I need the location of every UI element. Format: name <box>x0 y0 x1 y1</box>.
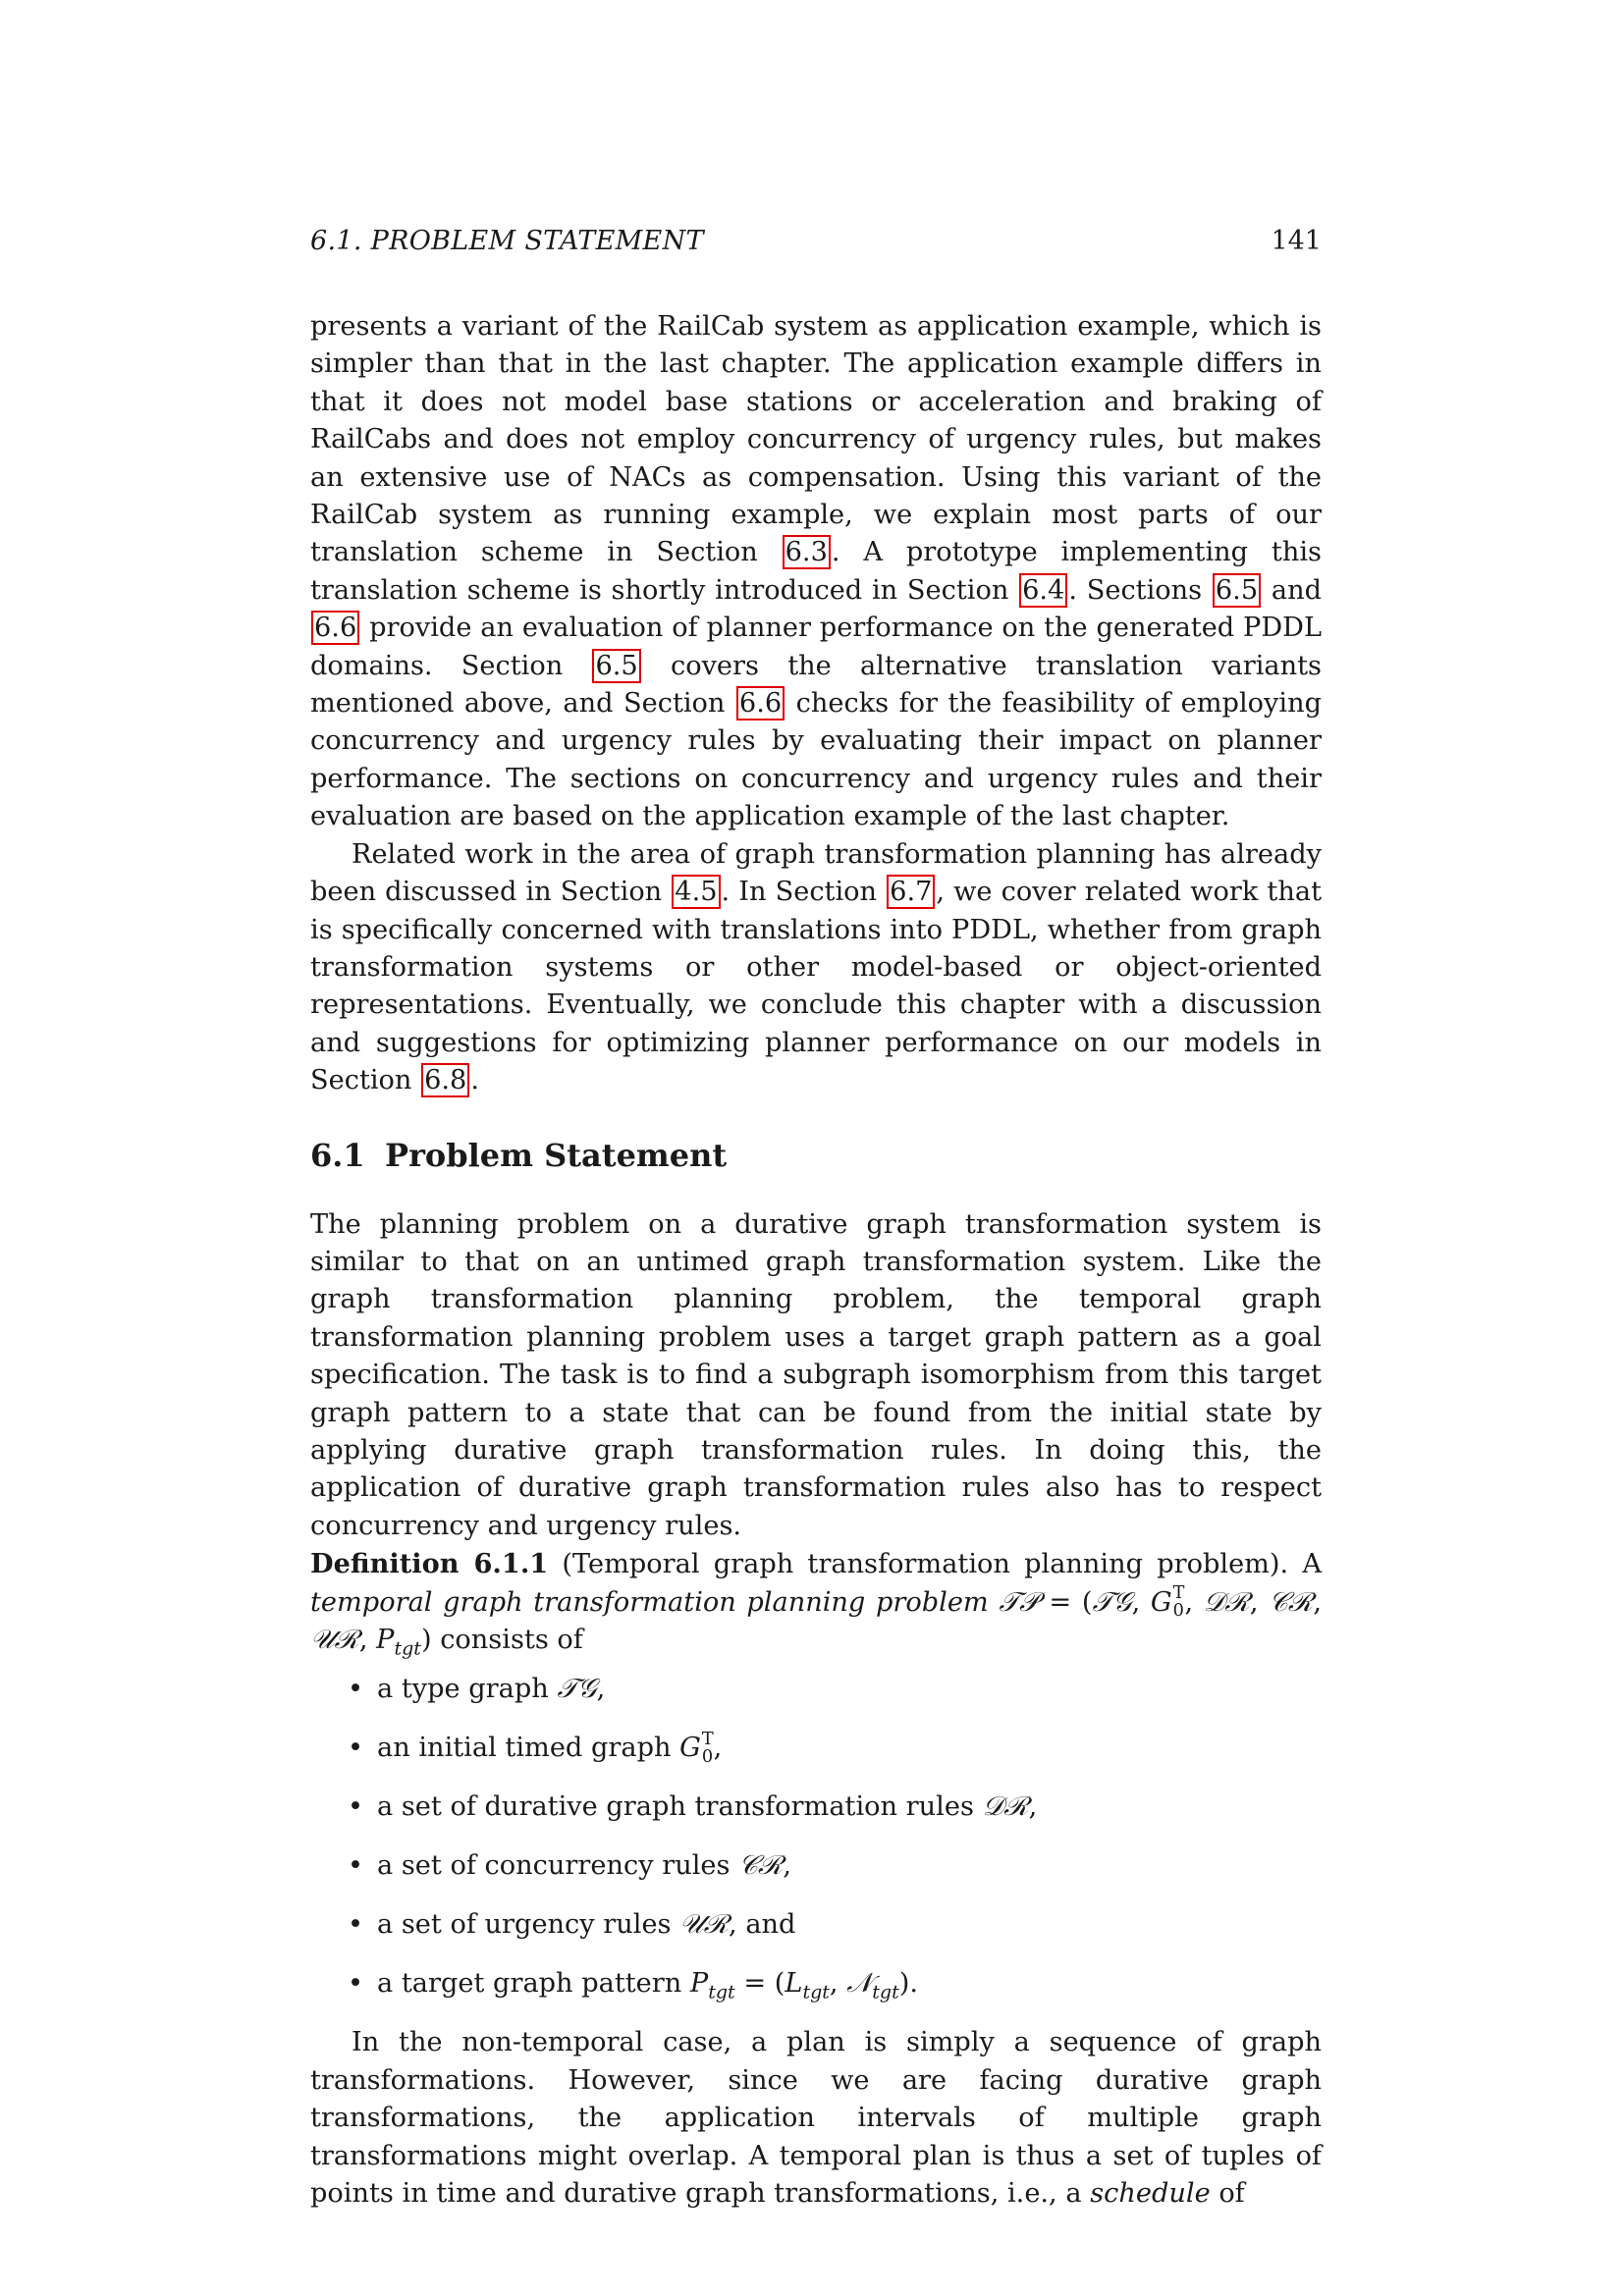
definition-list <box>310 1671 1322 2002</box>
bullet-icon: • <box>348 1968 364 2000</box>
bullet-icon: • <box>348 1733 364 1764</box>
text-run: , we cover related work that is specifically concerned with translations into PDDL, whether from graph transformation systems or other model-based or object-oriented representations. Eventually, we conclude this chapter with a discussion and suggestions for optimizing planner performance on our models in Section <box>310 877 1322 1096</box>
text-run: an initial timed graph <box>377 1733 680 1764</box>
math-dr: 𝒟ℛ <box>982 1791 1029 1823</box>
text-run: , <box>713 1733 723 1764</box>
math-p: P <box>376 1625 395 1655</box>
closing-paragraph <box>310 2024 1322 2213</box>
text-run: a type graph <box>377 1674 558 1705</box>
text-run: , <box>1028 1791 1038 1823</box>
math-eq: = ( <box>1038 1586 1093 1618</box>
math-sub: 0 <box>1172 1601 1184 1622</box>
math-sup: T <box>1172 1583 1185 1604</box>
math-cr: 𝒞ℛ <box>1269 1586 1314 1618</box>
page-body <box>310 308 1322 2213</box>
intro-paragraph-1 <box>310 308 1322 836</box>
text-run: . Sections <box>1068 574 1212 606</box>
section-link-6-5-second[interactable]: 6.5 <box>592 649 640 683</box>
section-link-4-5[interactable]: 4.5 <box>672 875 720 909</box>
math-sub-tgt: tgt <box>394 1637 421 1660</box>
page-number: 141 <box>1271 226 1322 256</box>
text-run: consists of <box>431 1625 583 1655</box>
bullet-icon: • <box>348 1674 364 1705</box>
text-run: , <box>596 1674 606 1705</box>
emphasis-schedule: schedule <box>1090 2178 1211 2210</box>
math-eq: = ( <box>734 1968 785 2000</box>
list-item <box>348 1906 1322 1944</box>
math-sub-tgt: tgt <box>708 1981 735 2003</box>
math-tg: 𝒯𝒢 <box>557 1674 597 1705</box>
math-g: G <box>1150 1586 1172 1618</box>
text-run: A <box>1288 1549 1322 1580</box>
page-header <box>310 222 1322 261</box>
text-run: presents a variant of the RailCab system as application example, which is simpler than that in the last chapter. The application example differs in that it does not model base stations or acceleration and braking of RailCabs and does not employ concurrency of urgency rules, but makes an extensive use of NACs as compensation. Using this variant of the RailCab system as running example, we explain most parts of our translation scheme in Section <box>310 311 1322 568</box>
definition-block: Definition 6.1.1 (Temporal graph transformation planning problem). A temporal graph transformation planning problem 𝒯𝒫 = (𝒯𝒢, G T 0 , 𝒟ℛ, 𝒞ℛ, 𝒰ℛ, $P_{tgt}$) consists of <box>310 1548 1322 1660</box>
text-run: Related work in the area of graph transformation planning has already been discussed in Section <box>310 838 1322 908</box>
math-g-scripts <box>1173 1585 1185 1620</box>
math-cr: 𝒞ℛ <box>738 1850 784 1882</box>
text-run: . <box>470 1065 479 1096</box>
math-dr: 𝒟ℛ <box>1203 1586 1250 1618</box>
text-run: . In Section <box>721 877 887 908</box>
list-item <box>348 1789 1322 1826</box>
problem-paragraph: The planning problem on a durative graph transformation system is similar to that on an untimed graph transformation system. Like the graph transformation planning problem, the temporal graph transformation planning problem uses a target graph pattern as a goal specification. The task is to find a subgraph isomorphism from this target graph pattern to a state that can be found from the initial state by applying durative graph transformation rules. In doing this, the application of durative graph transformation rules also has to respect concurrency and urgency rules. <box>310 1208 1322 1541</box>
math-p: P <box>689 1968 709 2000</box>
text-run: a target graph pattern <box>377 1968 690 2000</box>
section-link-6-8[interactable]: 6.8 <box>421 1063 469 1097</box>
math-sup: T <box>701 1730 714 1750</box>
math-sub-tgt: tgt <box>872 1981 899 2003</box>
text-run: ). <box>898 1968 918 2000</box>
list-item <box>348 1730 1322 1767</box>
math-sub: 0 <box>701 1746 714 1767</box>
running-title: 6.1. PROBLEM STATEMENT <box>310 226 704 256</box>
text-run: a set of urgency rules <box>377 1909 680 1941</box>
bullet-icon: • <box>348 1909 364 1941</box>
section-link-6-4[interactable]: 6.4 <box>1019 573 1067 608</box>
math-ur: 𝒰ℛ <box>310 1625 359 1655</box>
bullet-icon: • <box>348 1850 364 1882</box>
text-run: In the non-temporal case, a plan is simply a sequence of graph transformations. However, since we are facing durative graph transformations, the application intervals of multiple graph transformations might overlap. A temporal plan is thus a set of tuples of points in time and durative graph transformations, i.e., a <box>310 2027 1322 2210</box>
math-ur: 𝒰ℛ <box>679 1909 730 1941</box>
section-link-6-7[interactable]: 6.7 <box>887 875 935 909</box>
math-close: ) <box>420 1625 432 1655</box>
math-g: G <box>679 1733 701 1764</box>
text-run: provide an evaluation of planner performance on the generated PDDL domains. Section <box>310 613 1322 681</box>
intro-paragraph-2 <box>310 836 1322 1100</box>
section-heading <box>310 1134 1322 1177</box>
math-l: L <box>785 1968 803 2000</box>
math-tg: 𝒯𝒢 <box>1092 1586 1132 1618</box>
text-run: . A prototype implementing this translation scheme is shortly introduced in Section <box>310 537 1322 606</box>
list-item: • a target graph pattern $P_{tgt} = (L_{tgt}$, 𝒩$_{tgt}$). <box>348 1965 1322 2002</box>
list-item <box>348 1671 1322 1708</box>
text-run: covers the alternative translation variants mentioned above, and Section <box>310 650 1322 720</box>
math-g-scripts <box>702 1732 714 1766</box>
text-run: , and <box>729 1909 796 1941</box>
section-number: 6.1 <box>310 1136 365 1174</box>
text-run: a set of concurrency rules <box>377 1850 739 1882</box>
section-link-6-5[interactable]: 6.5 <box>1213 573 1261 608</box>
list-item <box>348 1847 1322 1885</box>
text-run: , <box>783 1850 791 1882</box>
text-run: of <box>1210 2178 1245 2210</box>
section-link-6-6-second[interactable]: 6.6 <box>736 686 785 721</box>
section-link-6-3[interactable]: 6.3 <box>783 535 831 569</box>
section-link-6-6[interactable]: 6.6 <box>311 611 359 645</box>
text-run: checks for the feasibility of employing concurrency and urgency rules by evaluating their impact on planner performance. The sections on concurrency and urgency rules and their evaluation are based on the application example of the last chapter. <box>310 688 1322 832</box>
definition-term: temporal graph transformation planning problem <box>310 1586 989 1618</box>
definition-name: (Temporal graph transformation planning problem). <box>548 1549 1289 1580</box>
text-run: and <box>1262 574 1322 606</box>
math-sub-tgt: tgt <box>802 1981 830 2003</box>
section-title: Problem Statement <box>385 1136 728 1174</box>
bullet-icon: • <box>348 1791 364 1823</box>
definition-label: Definition 6.1.1 <box>310 1548 549 1580</box>
text-run: a set of durative graph transformation rules <box>377 1791 983 1823</box>
math-tp: 𝒯𝒫 <box>999 1586 1039 1618</box>
math-n: 𝒩 <box>846 1968 873 2000</box>
